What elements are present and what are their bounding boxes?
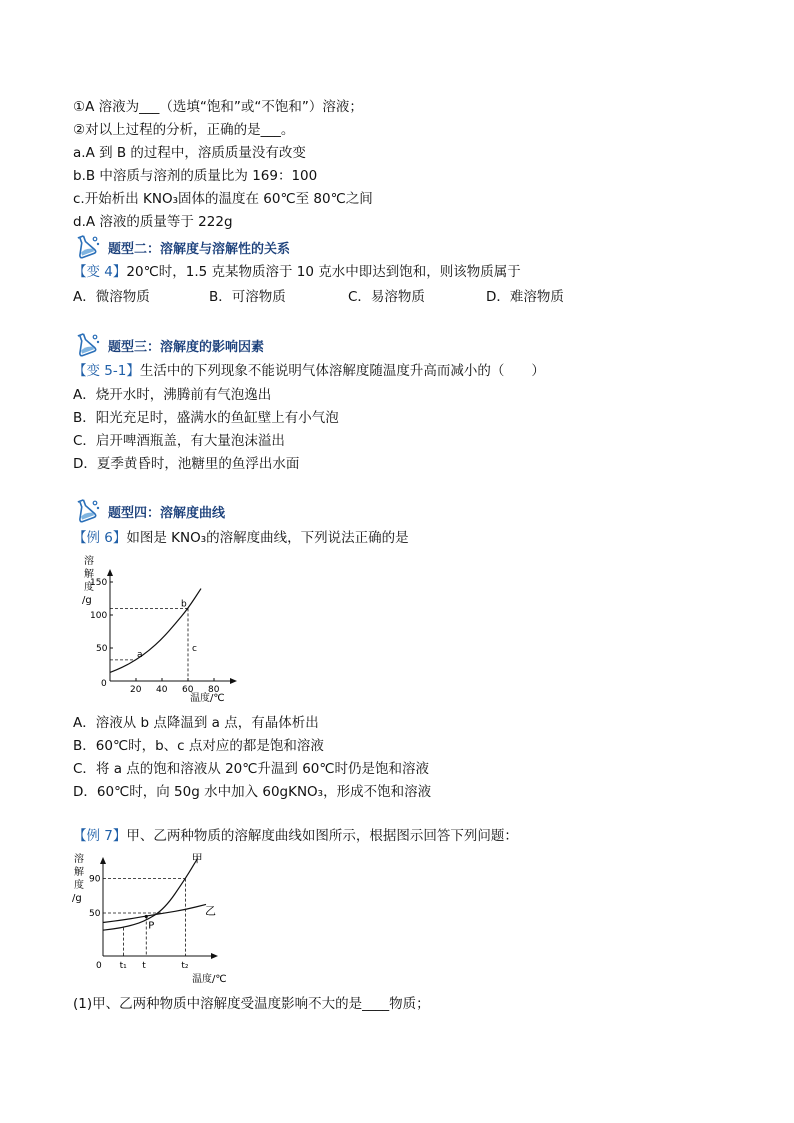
- example-7-text: 甲、乙两种物质的溶解度曲线如图所示，根据图示回答下列问题：: [126, 828, 518, 844]
- series-jia-label: 甲: [191, 852, 203, 865]
- variant-5-1-text: 生活中的下列现象不能说明气体溶解度随温度升高而减小的（ ）: [139, 363, 545, 379]
- series-jia-curve: [103, 858, 198, 930]
- kno3-solubility-chart: [70, 550, 250, 710]
- x-tick-label: t₁: [119, 961, 127, 971]
- y-axis-label-2: 解: [74, 867, 84, 878]
- example-6-option-b: B．60℃时，b、c 点对应的都是饱和溶液: [73, 738, 324, 754]
- example-6-text: 如图是 KNO₃的溶解度曲线，下列说法正确的是: [126, 530, 409, 546]
- point-p-label: P: [148, 920, 155, 932]
- guide-lines: [103, 879, 185, 956]
- flask-icon: [72, 233, 102, 259]
- q3-option-a: a.A 到 B 的过程中，溶质质量没有改变: [73, 145, 306, 161]
- q3-option-b: b.B 中溶质与溶剂的质量比为 169：100: [73, 168, 318, 184]
- y-axis-label-2: 解: [84, 569, 94, 580]
- series-yi-curve: [103, 904, 206, 922]
- jia-yi-solubility-chart: [70, 848, 250, 988]
- variant-4-stem: [73, 262, 521, 282]
- y-tick-label: 90: [89, 874, 101, 885]
- example-6-tag: 【例 6】: [73, 530, 127, 546]
- q3-line-1: ①A 溶液为___（选填“饱和”或“不饱和”）溶液；: [73, 99, 363, 115]
- example-6-option-d: D．60℃时，向 50g 水中加入 60gKNO₃，形成不饱和溶液: [73, 784, 432, 800]
- variant-4-option-d: D．难溶物质: [486, 289, 564, 305]
- point-a-label: a: [137, 649, 143, 660]
- guide-lines: [110, 608, 188, 681]
- variant-4-option-c: C．易溶物质: [348, 289, 425, 305]
- origin-label: 0: [96, 961, 102, 971]
- x-tick-label: t₂: [181, 961, 189, 971]
- y-axis-label-4: /g: [82, 595, 92, 606]
- y-axis-label-3: 度: [74, 880, 84, 891]
- variant-4-option-b: B．可溶物质: [209, 289, 286, 305]
- variant-4-text: 20℃时，1.5 克某物质溶于 10 克水中即达到饱和，则该物质属于: [126, 264, 521, 280]
- series-yi-label: 乙: [204, 904, 216, 918]
- variant-4-options: [73, 287, 633, 307]
- y-tick-label: 100: [90, 611, 108, 621]
- point-c-label: c: [192, 644, 197, 654]
- q3-option-d: d.A 溶液的质量等于 222g: [73, 214, 233, 230]
- y-axis-label-1: 溶: [84, 556, 94, 567]
- origin-label: 0: [101, 679, 107, 689]
- x-axis-label: 温度/℃: [190, 693, 225, 704]
- section-2-title: 题型二：溶解度与溶解性的关系: [108, 242, 291, 257]
- x-tick-labels: [120, 961, 189, 971]
- y-tick-label: 50: [96, 644, 108, 654]
- kno3-curve: [110, 589, 201, 673]
- point-b-label: b: [181, 599, 187, 610]
- variant-5-1-option-c: C．启开啤酒瓶盖，有大量泡沫溢出: [73, 433, 285, 449]
- x-axis-arrow: [230, 678, 237, 684]
- example-6-option-c: C．将 a 点的饱和溶液从 20℃升温到 60℃时仍是饱和溶液: [73, 761, 430, 777]
- x-tick-label: 80: [208, 685, 220, 695]
- flask-icon: [72, 497, 102, 523]
- variant-5-1-option-b: B．阳光充足时，盛满水的鱼缸壁上有小气泡: [73, 410, 339, 426]
- point-p-marker: [145, 915, 148, 918]
- example-7-tag: 【例 7】: [73, 828, 127, 844]
- y-axis-label-4: /g: [72, 893, 82, 904]
- y-axis-arrow: [107, 569, 113, 576]
- variant-4-option-a: A．微溶物质: [73, 289, 150, 305]
- x-tick-label: 60: [182, 685, 194, 695]
- variant-5-1-stem: [73, 361, 545, 381]
- variant-5-1-option-d: D．夏季黄昏时，池糖里的鱼浮出水面: [73, 456, 300, 472]
- x-axis-label: 温度/℃: [192, 974, 227, 985]
- q3-line-2: ②对以上过程的分析，正确的是___。: [73, 122, 295, 138]
- variant-5-1-tag: 【变 5-1】: [73, 363, 140, 379]
- example-7-stem: [73, 826, 518, 846]
- example-6-stem: [73, 528, 409, 548]
- section-3-title: 题型三：溶解度的影响因素: [108, 340, 265, 355]
- example-6-option-a: A．溶液从 b 点降温到 a 点，有晶体析出: [73, 715, 319, 731]
- y-tick-label: 50: [89, 909, 101, 919]
- x-tick-label: 20: [130, 685, 142, 695]
- x-tick-label: 40: [156, 685, 168, 695]
- variant-5-1-option-a: A．烧开水时，沸腾前有气泡逸出: [73, 387, 272, 403]
- y-axis-arrow: [100, 857, 106, 864]
- x-tick-label: t: [142, 961, 146, 971]
- y-axis-label-3: 度: [84, 582, 94, 593]
- y-tick-label: 150: [90, 578, 108, 588]
- y-axis-label-1: 溶: [74, 854, 84, 865]
- flask-icon: [72, 331, 102, 357]
- y-tick-labels: [89, 875, 101, 919]
- variant-4-tag: 【变 4】: [73, 264, 127, 280]
- example-7-question-1: (1)甲、乙两种物质中溶解度受温度影响不大的是____物质；: [73, 996, 430, 1012]
- q3-option-c: c.开始析出 KNO₃固体的温度在 60℃至 80℃之间: [73, 191, 373, 207]
- x-axis-arrow: [211, 953, 218, 959]
- section-4-title: 题型四：溶解度曲线: [108, 506, 226, 521]
